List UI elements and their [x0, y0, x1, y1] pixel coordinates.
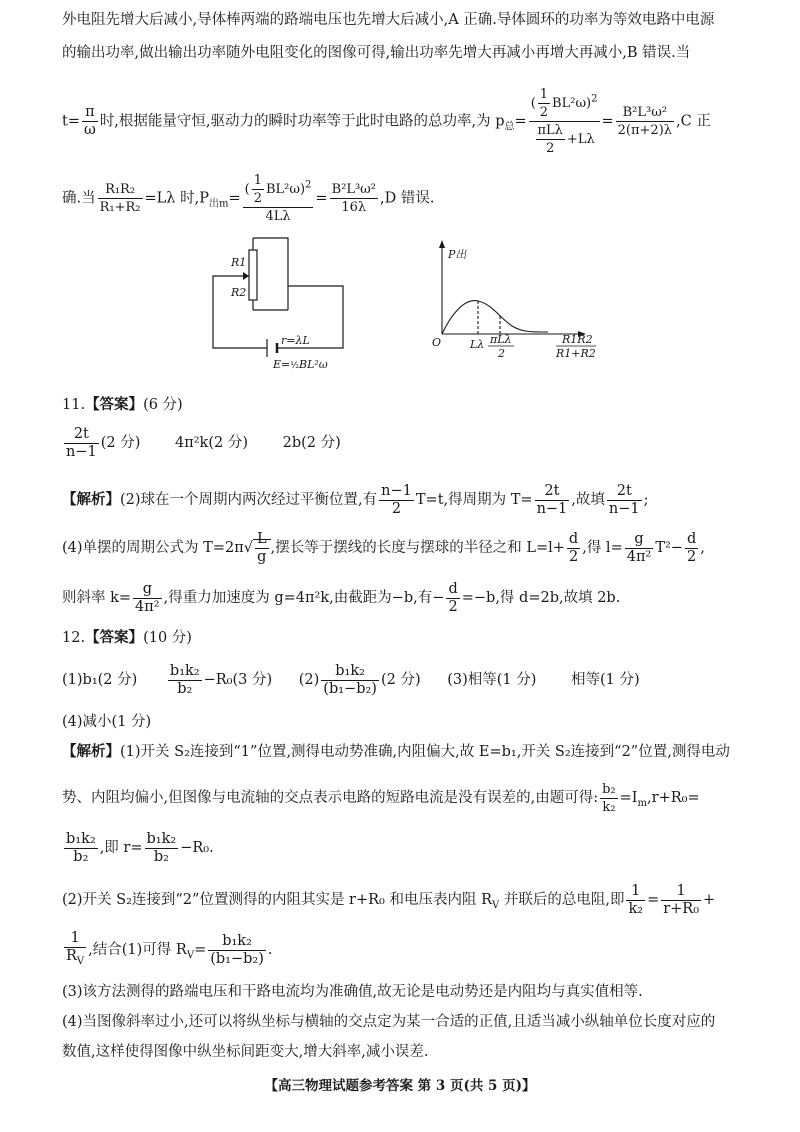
graph-origin: O	[432, 336, 442, 349]
q12-header: 12.【答案】(10 分)	[62, 629, 192, 646]
q12-analysis-6: (3)该方法测得的路端电压和干路电流均为准确值,故无论是电动势还是内阻均与真实值相等.	[62, 984, 643, 1000]
q12-analysis-8: 数值,这样使得图像中纵坐标间距变大,增大斜率,减小误差.	[62, 1044, 429, 1060]
q11-analysis-1: 【解析】(2)球在一个周期内两次经过平衡位置,有 $\frac{n-1}{2}$ T=t,得周期为 T= $\frac{2t}{n-1}$ ,故填 $\frac{2t}{n-1}$ ;	[62, 482, 649, 517]
q12-analysis-7: (4)当图像斜率过小,还可以将纵坐标与横轴的交点定为某一合适的正值,且适当减小纵轴单位长度对应的	[62, 1014, 716, 1030]
text-line: 外电阻先增大后减小,导体棒两端的路端电压也先增大后减小,A 正确.导体圆环的功率为等效电路中电源	[62, 12, 715, 28]
q12-analysis-5: $\frac{1}{R_V}$ ,结合(1)可得 $R_V=$ $\frac{\text{b₁k₂}}{\text{(b₁−b₂)}}$ .	[66, 930, 273, 967]
q12-analysis-2: 势、内阻均偏小,但图像与电流轴的交点表示电路的短路电流是没有误差的,由题可得: $\frac{\text{b₂}}{\text{k₂}}$ $=I_m,r+R_0=$	[62, 781, 700, 815]
q11-analysis-3: 则斜率 k= $\frac{g}{\text{4π²}}$ ,得重力加速度为 g=4π²k,由截距为−b,有− $\frac{d}{2}$ =−b,得 d=2b,故填 2b.	[62, 580, 621, 615]
formula-line: 确.当 $\frac{\text{R₁R₂}}{\text{R₁+R₂}}$ =Lλ 时$,P_{出m}=$ ( $\frac{1}{2}$ BL²ω)$^2$ 4Lλ = $\frac{\text{B²L³ω²}}{16\lambda}$ ,D 错误.	[62, 173, 435, 224]
q12-answers: (1)b₁(2 分) $\frac{\text{b₁k₂}}{\text{b₂}}$ −R₀(3 分) (2) $\frac{\text{b₁k₂}}{\text{(b₁−b₂)}}$ (2 分) (3)相等(1 分) 相等(1 分)	[62, 662, 640, 697]
q12-analysis-3: $\frac{\text{b₁k₂}}{\text{b₂}}$ ,即 r= $\frac{\text{b₁k₂}}{\text{b₂}}$ −R₀.	[66, 830, 214, 865]
graph-xlabel-den: R1+R2	[556, 347, 596, 360]
circuit-diagram	[205, 228, 355, 378]
page-footer: 【高三物理试题参考答案 第 3 页(共 5 页)】	[264, 1078, 536, 1094]
text-line: 的输出功率,做出输出功率随外电阻变化的图像可得,输出功率先增大再减小再增大再减小,B 错误.当	[62, 45, 691, 61]
q11-header: 11.【答案】(6 分)	[62, 396, 183, 413]
graph-tick1: Lλ	[470, 338, 485, 351]
q12-analysis-1: 【解析】(1)开关 S₂连接到“1”位置,测得电动势准确,内阻偏大,故 E=b₁,开关 S₂连接到“2”位置,测得电动	[62, 743, 730, 760]
q12-answer-4: (4)减小(1 分)	[62, 714, 152, 730]
q12-analysis-4: (2)开关 S₂连接到“2”位置测得的内阻其实是 r+R₀ 和电压表内阻 $R_V$ 并联后的总电阻,即 $\frac{1}{\text{k₂}}$ = $\frac{1}{\text{r+R₀}}$ +	[62, 882, 716, 917]
graph-tick2-den: 2	[498, 347, 505, 360]
q11-analysis-2: (4)单摆的周期公式为 T=2π√ $\frac{L}{g}$ ,摆长等于摆线的长度与摆球的半径之和 L=l+ $\frac{d}{2}$ ,得 l= $\frac{g}{\text{4π²}}$ T²− $\frac{d}{2}$ ,	[62, 530, 705, 565]
power-graph	[430, 238, 600, 368]
graph-tick2-num: πLλ	[490, 333, 512, 346]
graph-ylabel: P出	[448, 248, 467, 261]
e-label: E=½BL²ω	[273, 358, 328, 371]
formula-line: t= $\frac{\pi}{\omega}$ 时,根据能量守恒,驱动力的瞬时功率等于此时电路的总功率,为 $p_总=$ ( $\frac{1}{2}$ BL²ω)$^2$ $\frac{\text{πLλ}}{2}$ +Lλ = $\frac{\text{B²L³ω²}}{2(\pi+2)\lambda}$ ,C 正	[62, 87, 711, 156]
r1-label: R1	[231, 256, 247, 269]
r2-label: R2	[231, 286, 247, 299]
r-label: r=λL	[281, 334, 310, 347]
graph-xlabel-num: R1R2	[562, 333, 593, 346]
q11-answers: $\frac{2t}{n-1}$ (2 分) 4π²k(2 分) 2b(2 分)	[66, 425, 341, 460]
